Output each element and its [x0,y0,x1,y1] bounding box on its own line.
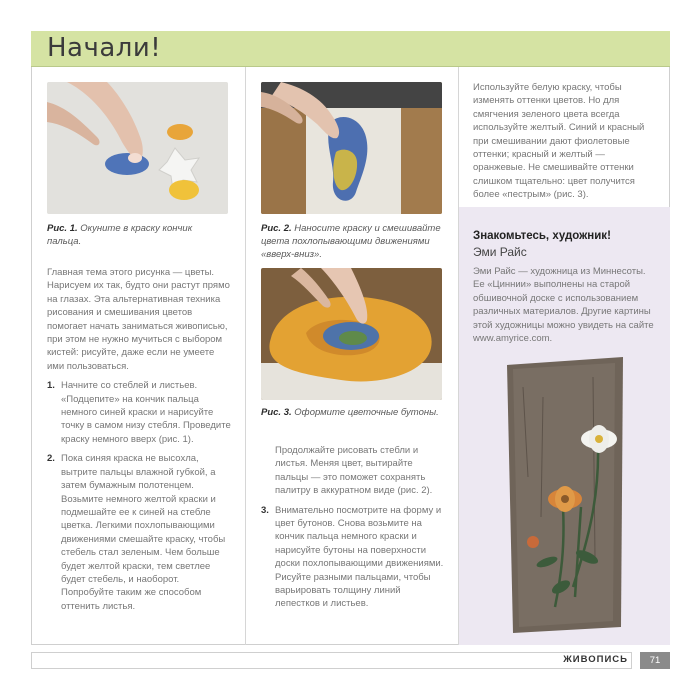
artist-name: Эми Райс [473,245,527,259]
figure-2-caption [261,222,446,261]
page-number: 71 [640,652,670,669]
continue-paragraph: Продолжайте рисовать стебли и листья. Меняя цвет, вытирайте пальцы — это поможет сохранять палитру в аккуратном виде (рис. 2). [275,445,433,497]
figure-3-label: Рис. 3. [261,407,292,418]
step-item [47,452,232,613]
figure-3-text: Оформите цветочные бутоны. [294,407,439,418]
figure-2-text: Наносите краску и смешивайте цвета похлопывающими движениями «вверх-вниз». [261,223,441,260]
step-text: Внимательно посмотрите на форму и цвет бутонов. Снова возьмите на кончик пальца немного краски и нарисуйте бутоны на поверхности доски похлопывающими движениями. Рисуйте разными пальцами, чтобы варьировать толщину линий лепестков и листьев. [275,504,444,610]
sidebar-heading: Знакомьтесь, художник! [473,230,611,242]
figure-3-photo [261,268,442,400]
step-text: Пока синяя краска не высохла, вытрите пальцы влажной губкой, а затем бумажным полотенцем. Возьмите немного желтой краски и подмешайте ее к синей на стебле цветка. Легкими похлопывающими движениями смешайте краску, чтобы стебель стал зеленым. Чем больше будет желтой краски, тем светлее будет стебель, и наоборот. Попробуйте таким же способом оттенить листья. [61,453,226,612]
zinnias-painting [503,357,627,633]
figure-3-caption [261,406,446,419]
step-item [47,379,232,446]
figure-1-text: Окуните в краску кончик пальца. [47,223,193,247]
header-bar [31,31,670,67]
column-1-body [47,266,232,619]
step-number: 3. [261,504,269,516]
steps-list-2 [261,504,446,611]
color-tip-paragraph: Используйте белую краску, чтобы изменять оттенки цветов. Но для смягчения зеленого цвета всегда используйте желтый. Синий и красный при смешивании дают фиолетовые оттенки; красный и желтый — оранжевые. Не смешивайте оттенки слишком тщательно: цвет получится более «пестрым» (рис. 3). [473,82,645,201]
column-divider [245,67,246,645]
figure-1-photo [47,82,228,214]
footer-bar [31,652,632,669]
figure-2-photo [261,82,442,214]
figure-1-caption [47,222,227,248]
intro-paragraph: Главная тема этого рисунка — цветы. Нарисуем их так, будто они растут прямо на глазах. Эта альтернативная техника рисования и смешивания цветов помогает начать заниматься живописью, при этом не нужно мучиться с выбором кистей: рисуйте, даже если не умеете ими пользоваться. [47,267,230,372]
steps-list-1 [47,379,232,613]
artist-bio: Эми Райс — художница из Миннесоты. Ее «Циннии» выполнены на старой обшивочной доске с использованием различных материалов. Другие картины этой художницы можно увидеть на сайте www.amyrice.com. [473,266,654,345]
section-label: ЖИВОПИСЬ [563,654,628,665]
step-text: Начните со стеблей и листьев. «Подцепите» на кончик пальца немного синей краски и нарисуйте точку в самом низу стебля. Проведите краску немного вверх (рис. 1). [61,380,231,445]
column-2-body [261,444,446,617]
figure-2-label: Рис. 2. [261,223,292,234]
step-number: 2. [47,453,55,465]
step-item [261,504,446,611]
step-number: 1. [47,380,55,392]
page-title: Начали! [47,33,162,63]
figure-1-label: Рис. 1. [47,223,78,234]
